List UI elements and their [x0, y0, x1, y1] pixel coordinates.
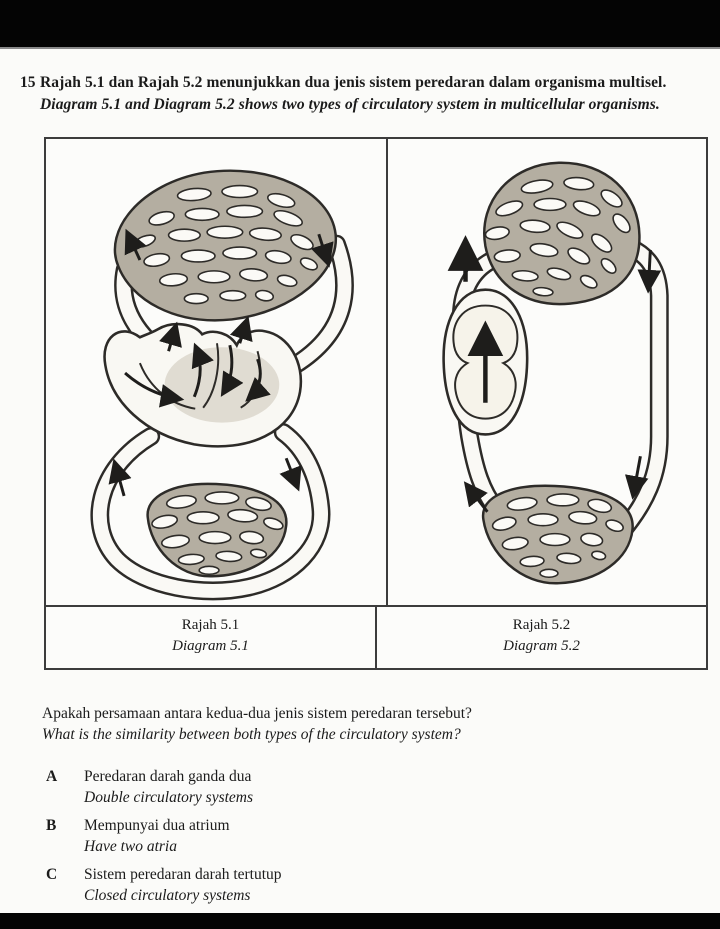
answer-options [46, 766, 666, 913]
option-text-malay: Mempunyai dua atrium [84, 817, 230, 834]
double-circulatory-diagram [46, 139, 386, 605]
flow-arrow-down-bottom-right [286, 458, 297, 486]
option-letter: B [46, 817, 57, 834]
caption-label-english: Diagram 5.2 [503, 638, 580, 654]
option-text-malay: Sistem peredaran darah tertutup [84, 866, 282, 883]
caption-label-malay: Rajah 5.1 [181, 617, 240, 633]
body-capillary-bed [483, 486, 633, 583]
question-text-english: Diagram 5.1 and Diagram 5.2 shows two types of circulatory system in multicellular organisms. [40, 96, 660, 113]
gill-capillary-bed [484, 163, 639, 304]
body-capillary-bed [148, 484, 287, 576]
option-c [46, 864, 666, 906]
two-chambered-heart [444, 290, 528, 435]
option-text-english: Double circulatory systems [84, 789, 254, 806]
diagram-5-1-panel [46, 139, 388, 605]
option-a [46, 766, 666, 808]
single-circulatory-diagram [388, 139, 706, 605]
diagram-5-2-panel [388, 139, 706, 605]
option-b [46, 815, 666, 857]
figure-box [44, 137, 708, 670]
question-header [20, 72, 710, 116]
caption-label-english: Diagram 5.1 [172, 638, 249, 654]
figure-captions [46, 605, 706, 668]
option-text-malay: Peredaran darah ganda dua [84, 768, 252, 785]
question-text-malay: Rajah 5.1 dan Rajah 5.2 menunjukkan dua jenis sistem peredaran dalam organisma multisel. [40, 74, 667, 91]
prompt-malay: Apakah persamaan antara kedua-dua jenis sistem peredaran tersebut? [42, 705, 472, 722]
flow-arrow-down [648, 250, 650, 288]
question-number: 15 [20, 74, 36, 91]
caption-label-malay: Rajah 5.2 [512, 617, 571, 633]
top-black-bar [0, 0, 720, 49]
option-letter: A [46, 768, 58, 785]
prompt-english: What is the similarity between both types of the circulatory system? [42, 726, 461, 743]
option-letter: C [46, 866, 58, 883]
bottom-black-bar [0, 913, 720, 929]
caption-diagram-5-2 [377, 607, 706, 668]
option-text-english: Have two atria [84, 838, 177, 855]
lung-capillary-bed [115, 171, 336, 321]
four-chambered-heart [105, 321, 301, 446]
caption-diagram-5-1 [46, 607, 377, 668]
option-text-english: Closed circulatory systems [84, 887, 251, 904]
prompt-question [42, 703, 682, 745]
